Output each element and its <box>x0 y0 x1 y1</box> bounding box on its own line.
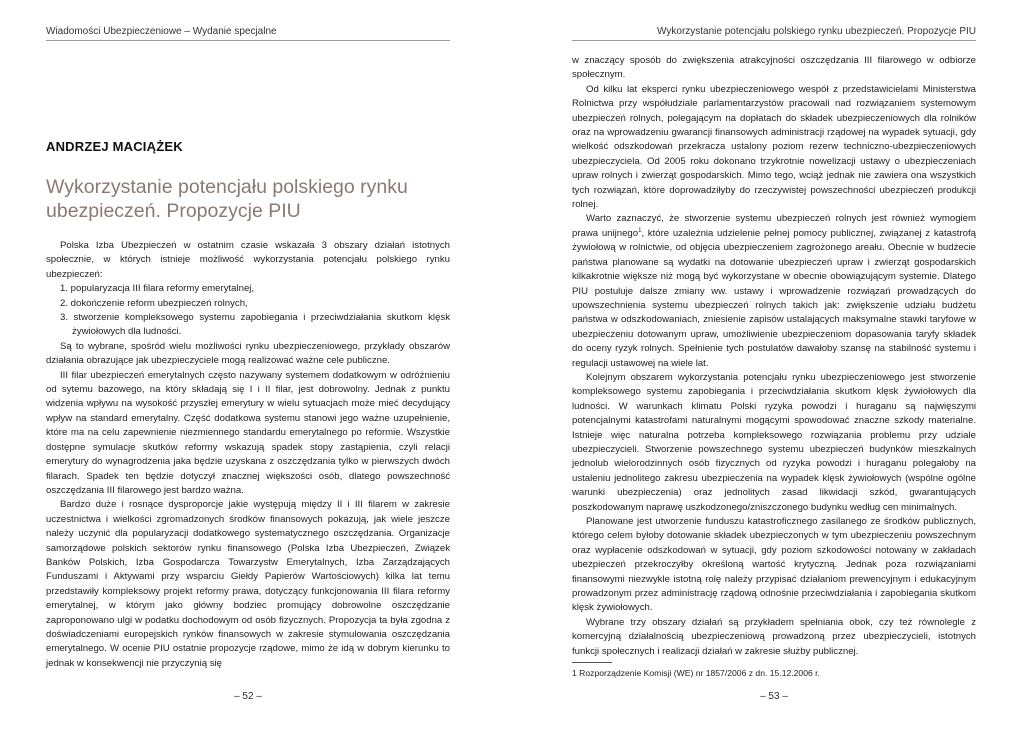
page-number-right: – 53 – <box>760 691 788 702</box>
page-number-left: – 52 – <box>234 691 262 702</box>
paragraph: Wybrane trzy obszary działań są przykładem spełniania obok, czy też równolegle z komercyjną działalnością ubezpieczeniową prowadzoną przez ubezpieczycieli, istotnych funkcji społecznych i realizacji działań w zakresie służby publicznej. <box>572 616 976 657</box>
footnote-divider <box>572 662 612 663</box>
right-page <box>572 0 976 730</box>
areas-list <box>46 282 450 340</box>
paragraph: Są to wybrane, spośród wielu możliwości rynku ubezpieczeniowego, przykłady obszarów działania obrazujące jak ubezpieczyciele mogą realizować ważne cele publiczne. <box>46 340 450 367</box>
right-body-text <box>572 54 976 659</box>
footnote: 1 Rozporządzenie Komisji (WE) nr 1857/2006 z dn. 15.12.2006 r. <box>572 668 820 678</box>
paragraph: Bardzo duże i rosnące dysproporcje jakie występują między II i III filarem w zakresie uczestnictwa i wielkości zgromadzonych środków finansowych pokazują, jak wiele jeszcze należy uczynić dla popularyzacji dodatkowego systematycznego oszczędzania. Organizacje samorządowe polskich sektorów rynku finansowego (Polska Izba Ubezpieczeń, Związek Banków Polskich, Izba Gospodarcza Towarzystw Emerytalnych, Izba Zarządzających Funduszami i Aktywami przy wsparciu Giełdy Papierów Wartościowych) kilka lat temu przedstawiły kompleksowy projekt reformy prawa, dotyczący funkcjonowania III filara reformy emerytalnej, w którym jako główny bodziec promujący dobrowolne oszczędzanie zaproponowano ulgi w podatku dochodowym od osób fizycznych. Propozycja ta była zgodna z doświadczeniami europejskich rynków finansowych w zakresie stymulowania oszczędzania emerytalnego. W ocenie PIU ostatnie propozycje rządowe, mimo że idą w dobrym kierunku to jednak w konsekwencji nie przyczynią się <box>46 499 450 669</box>
paragraph: Planowane jest utworzenie funduszu katastroficznego zasilanego ze środków publicznych, którego celem byłoby dotowanie składek ubezpieczonych w tym ubezpieczeniu powszechnym oraz wypłacenie odszkodowań w sytuacji, gdy poziom szkodowości notowany w zakładach ubezpieczeń przekroczyłby określoną wartość krytyczną. Jednak poza rozwiązaniami finansowymi niezwykle istotną rolę należy przypisać działaniom prewencyjnym i edukacyjnym prowadzonym przez administrację rządową odnośnie przeciwdziałania i zapobiegania skutkom klęsk żywiołowych. <box>572 516 976 614</box>
footnote-marker[interactable]: 1 <box>638 227 642 234</box>
continuation-paragraph: w znaczący sposób do zwiększenia atrakcyjności oszczędzania III filarowego w odbiorze społecznym. <box>572 55 976 81</box>
list-item: 3. stworzenie kompleksowego systemu zapobiegania i przeciwdziałania skutkom klęsk żywiołowych dla ludności. <box>60 312 450 338</box>
article-title: Wykorzystanie potencjału polskiego rynku ubezpieczeń. Propozycje PIU <box>46 176 408 222</box>
left-page <box>46 0 450 730</box>
paragraph: III filar ubezpieczeń emerytalnych często nazywany systemem dodatkowym w odróżnieniu od sytemu bazowego, na który składają się I i II filar, jest dobrowolny. Jednak z punktu widzenia wpływu na wysokość przyszłej emerytury w wielu sytuacjach może mieć decydujący wpływ na standard emerytalny. Część dodatkowa systemu stanowi jego ważne uzupełnienie, które ma na celu zapewnienie niezmiennego standardu emerytalnego po reformie. Wszystkie dostępne symulacje skutków reformy wskazują spadek stopy zastąpienia, czyli relacji emerytury do wynagrodzenia jaka będzie uzyskana z oszczędzania tylko w pierwszych dwóch filarach. Spadek ten będzie dotyczył znacznej większości osób, dlatego powszechność oszczędzania III filarowego jest bardzo ważna. <box>46 369 450 496</box>
paragraph: Kolejnym obszarem wykorzystania potencjału rynku ubezpieczeniowego jest stworzenie kompleksowego systemu zapobiegania i przeciwdziałania skutkom klęsk żywiołowych dla ludności. W warunkach klimatu Polski ryzyka powodzi i huraganu są najwięszymi potencjalnymi katastrofami naturalnymi mogącymi spowodować znaczne szkody materialne. Istnieje więc naturalna potrzeba kompleksowego rozwiązania problemu przy udziale ubezpieczycieli. Stworzenie powszechnego systemu ubezpieczeń budynków mieszkalnych jednolub wielorodzinnych osób fizycznych od ryzyka powodzi i huraganu polegałoby na ustaleniu jednolitego zakresu ubezpieczenia na wypadek klęsk żywiołowych (wspólne ogólne warunki ubezpieczenia) oraz jednolitych zasad likwidacji szkód, gwarantujących poszkodowanym naprawę uszkodzonego/zniszczonego budynku według cen minimalnych. <box>572 371 976 513</box>
running-head-left: Wiadomości Ubezpieczeniowe – Wydanie specjalne <box>46 26 450 41</box>
paragraph-text: Warto zaznaczyć, że stworzenie systemu ubezpieczeń rolnych jest również wymogiem prawa unijnego <box>572 213 976 239</box>
running-head-right: Wykorzystanie potencjału polskiego rynku ubezpieczeń. Propozycje PIU <box>572 26 976 41</box>
paragraph: Od kilku lat eksperci rynku ubezpieczeniowego wespół z przedstawicielami Ministerstwa Rolnictwa przy współudziale parlamentarzystów pracowali nad rozwiązaniem systemowym ubezpieczeń rolnych, polegającym na dopłatach do składek ubezpieczeniowych dla rolników oraz na wprowadzeniu gwarancji finansowych administracji rządowej na wypadek sytuacji, gdy wielkość odszkodowań przekracza ustalony poziom rezerw techniczno-ubezpieczeniowych ubezpieczyciela. Od 2005 roku dokonano trzykrotnie nowelizacji ustawy o ubezpieczeniach upraw rolnych i zwierząt gospodarskich. Mimo tego, wciąż jednak nie zawiera ona wszystkich tych rozwiązań, które doprowadziłyby do rzeczywistej powszechności ubezpieczeń produkcji rolnej. <box>572 83 976 211</box>
author-name: ANDRZEJ MACIĄŻEK <box>46 139 183 154</box>
left-body-text <box>46 239 450 671</box>
paragraph-with-footnote <box>572 212 976 370</box>
list-item: 1. popularyzacja III filara reformy emerytalnej, <box>60 283 255 295</box>
intro-paragraph: Polska Izba Ubezpieczeń w ostatnim czasie wskazała 3 obszary działań istotnych społecznie, w których istnieje możliwość wykorzystania potencjału polskiego rynku ubezpieczeń: <box>46 240 450 280</box>
list-item: 2. dokończenie reform ubezpieczeń rolnych, <box>60 297 248 309</box>
paragraph-text: , które uzależnia udzielenie pełnej pomocy publicznej, związanej z katastrofą żywiołową w rolnictwie, od objęcia ubezpieczeniem zagrożonego areału. Obecnie w budżecie państwa planowane są wydatki na dotowanie ubezpieczeń upraw i zwierząt gospodarskich kilkakrotnie większe niż mogą być wykorzystane w obecnie obowiązującym systemie. Dlatego PIU postuluje dalsze zmiany ww. ustawy i wprowadzenie rozwiązań prowadzących do upowszechnienia systemu ubezpieczeń rolnych takich jak: zwiększenie udziału budżetu państwa w odszkodowaniach, zniesienie zapisów ustalających maksymalne stawki taryfowe w ubezpieczeniu dotowanym upraw, umożliwienie ubezpieczeniom dopasowania taryfy składek do oceny ryzyk rolnych. Spełnienie tych postulatów dawałoby szansę na stabilność systemu i regulacji ustawowej na wiele lat. <box>572 227 976 369</box>
